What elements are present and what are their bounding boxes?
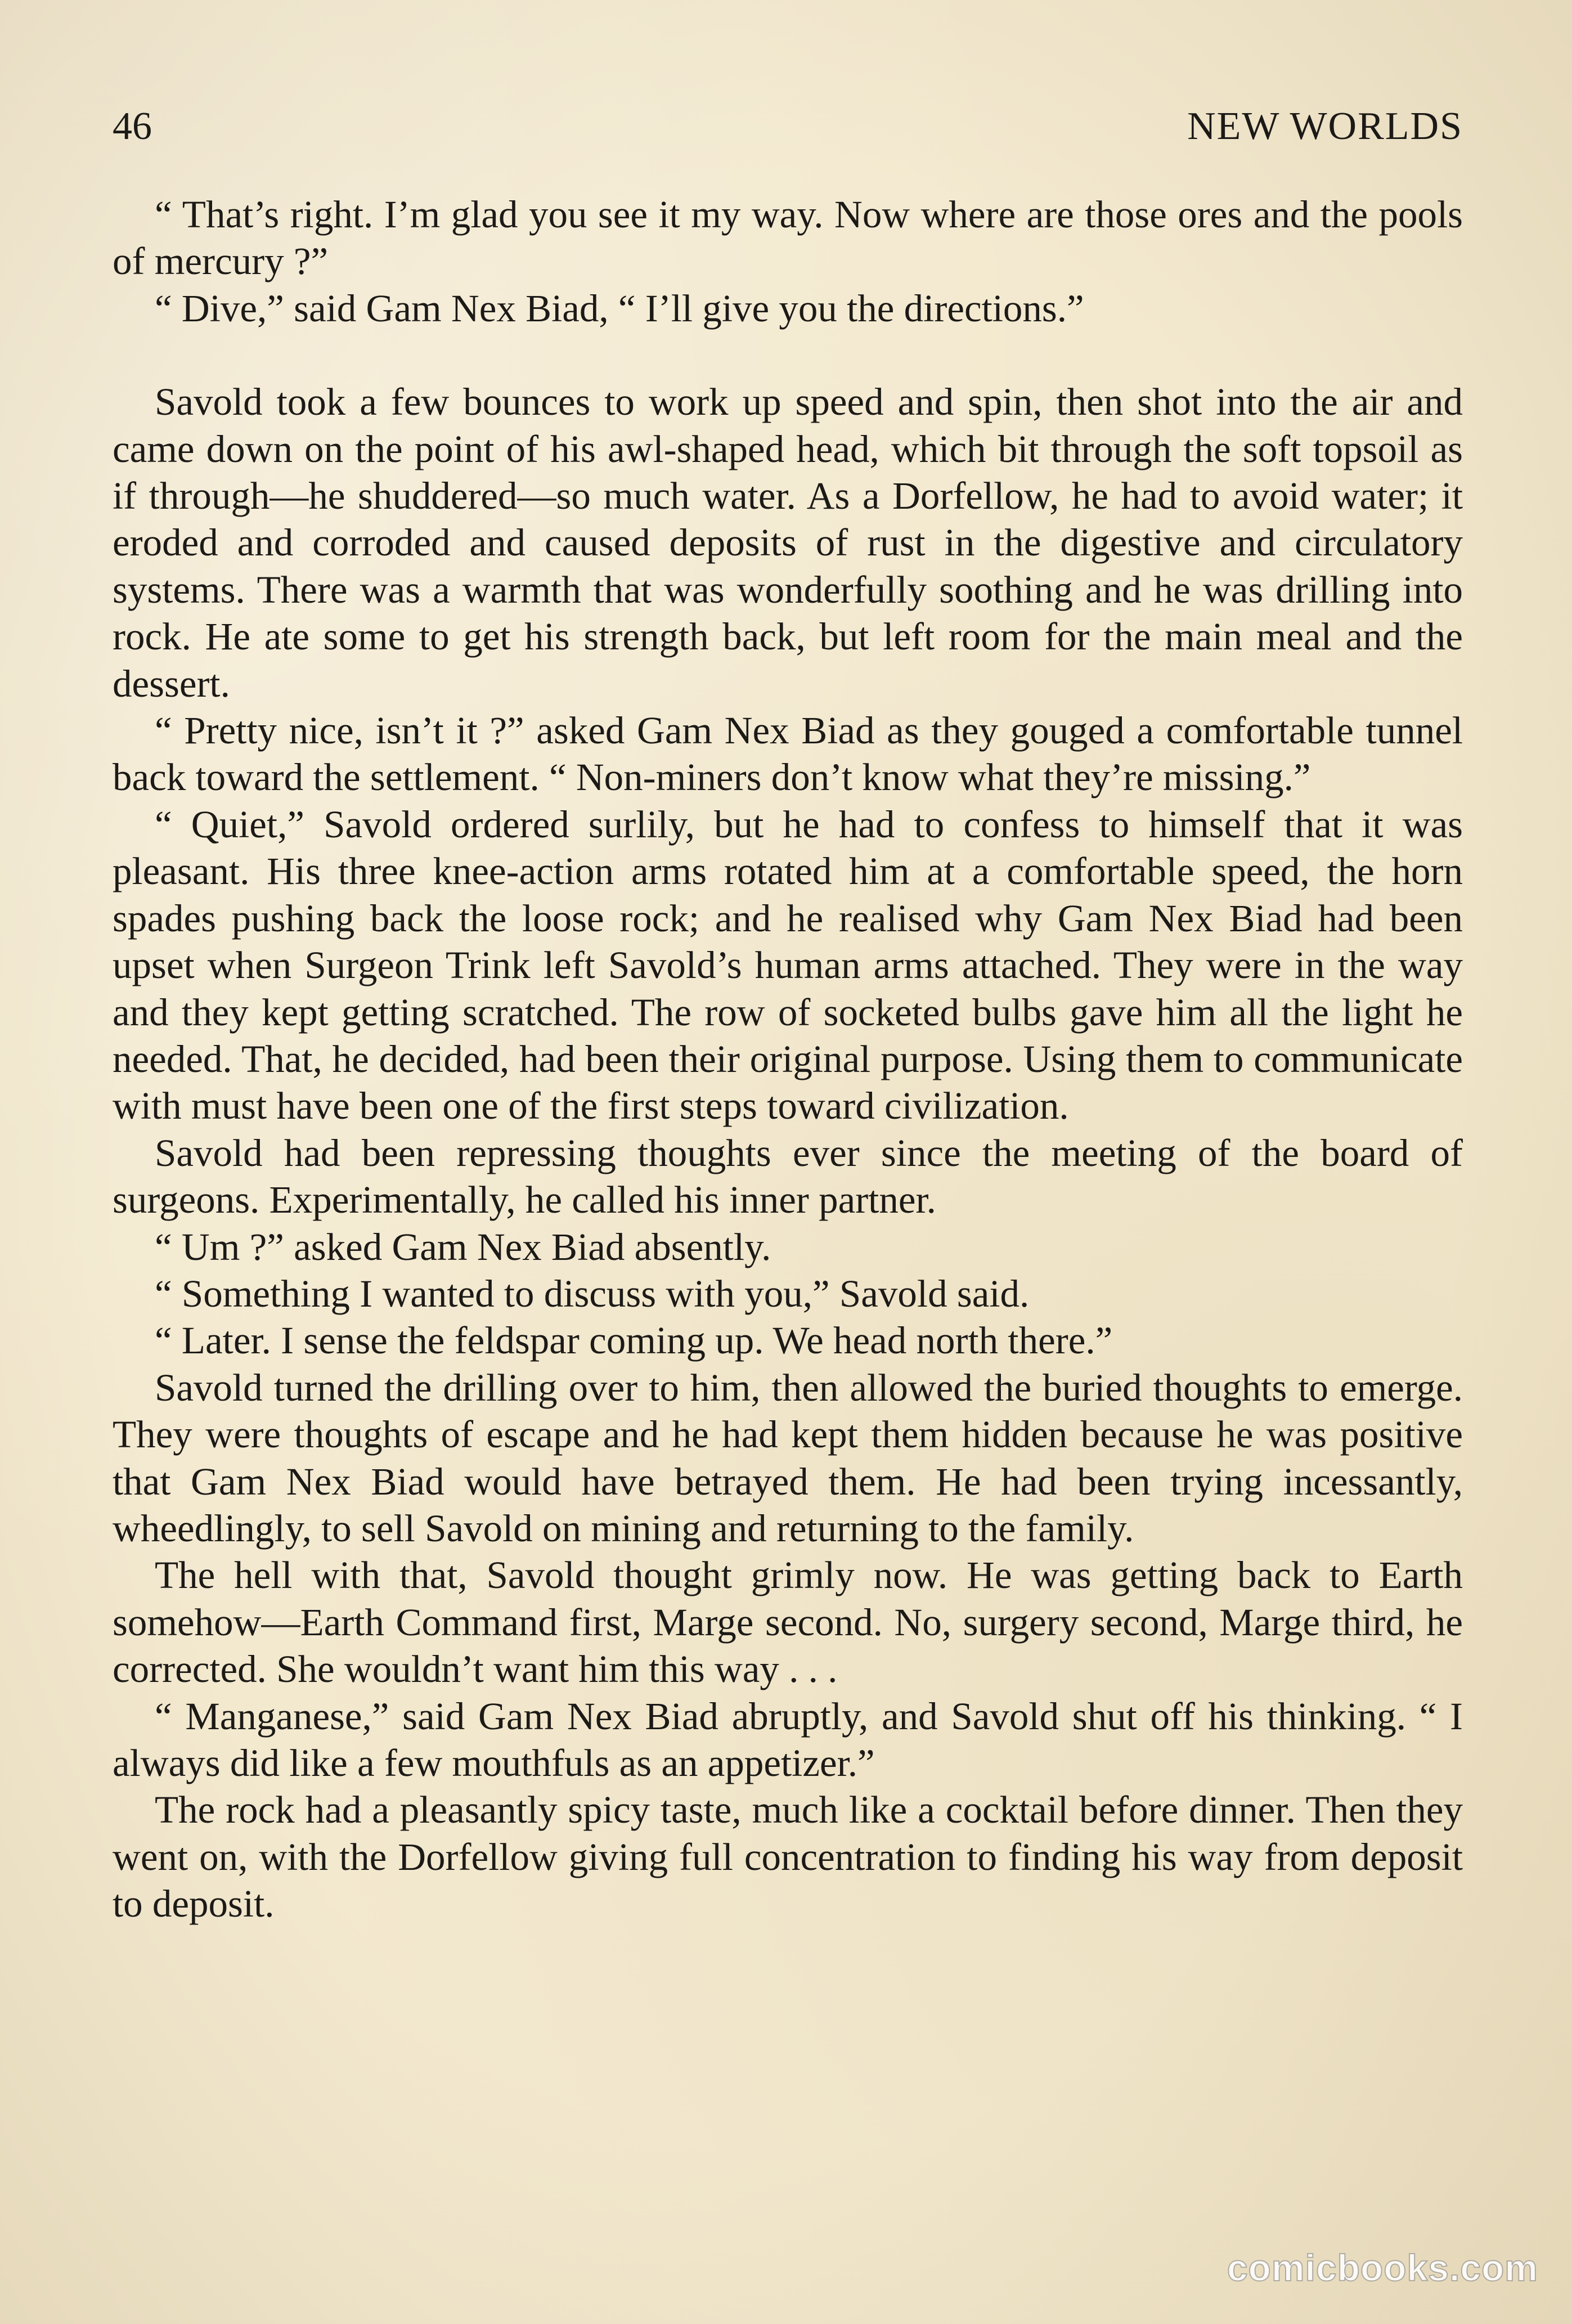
running-title: NEW WORLDS [1187, 105, 1463, 148]
body-text [113, 191, 1463, 1928]
paragraph: Savold took a few bounces to work up speed and spin, then shot into the air and came down on the point of his awl-shaped head, which bit through the soft topsoil as if through—he shuddered—so much water. As a Dorfellow, he had to avoid water; it eroded and corroded and caused deposits of rust in the digestive and circulatory systems. There was a warmth that was wonderfully soothing and he was drilling into rock. He ate some to get his strength back, but left room for the main meal and the dessert. [113, 380, 1463, 705]
watermark: comicbooks.com [1227, 2247, 1538, 2289]
paragraph: “ Um ?” asked Gam Nex Biad absently. [155, 1225, 771, 1268]
paragraph: “ Dive,” said Gam Nex Biad, “ I’ll give you the directions.” [155, 286, 1084, 330]
paragraph: “ Pretty nice, isn’t it ?” asked Gam Nex Biad as they gouged a comfortable tunnel back toward the settlement. “ Non-miners don’t know what they’re missing.” [113, 709, 1463, 799]
book-page [113, 96, 1463, 2234]
page-number: 46 [113, 105, 152, 148]
paragraph: The hell with that, Savold thought grimly now. He was getting back to Earth somehow—Earth Command first, Marge second. No, surgery second, Marge third, he corrected. She wouldn’t want him this way . . . [113, 1554, 1463, 1691]
paragraph: Savold had been repressing thoughts ever since the meeting of the board of surgeons. Experimentally, he called his inner partner. [113, 1131, 1463, 1222]
running-head [113, 96, 1463, 158]
paragraph: “ Something I wanted to discuss with you,” Savold said. [155, 1272, 1030, 1315]
paragraph: “ Quiet,” Savold ordered surlily, but he had to confess to himself that it was pleasant. His three knee-action arms rotated him at a comfortable speed, the horn spades pushing back the loose rock; and he realised why Gam Nex Biad had been upset when Surgeon Trink left Savold’s human arms attached. They were in the way and they kept getting scratched. The row of socketed bulbs gave him all the light he needed. That, he decided, had been their original purpose. Using them to communicate with must have been one of the first steps toward civilization. [113, 802, 1463, 1128]
paragraph: “ Manganese,” said Gam Nex Biad abruptly, and Savold shut off his thinking. “ I always did like a few mouthfuls as an appetizer.” [113, 1694, 1463, 1784]
paragraph: Savold turned the drilling over to him, then allowed the buried thoughts to emerge. They were thoughts of escape and he had kept them hidden because he was positive that Gam Nex Biad would have betrayed them. He had been trying incessantly, wheedlingly, to sell Savold on mining and returning to the family. [113, 1366, 1463, 1550]
paragraph: “ That’s right. I’m glad you see it my way. Now where are those ores and the pools of mercury ?” [113, 193, 1463, 283]
paragraph: “ Later. I sense the feldspar coming up. We head north there.” [155, 1319, 1113, 1362]
paragraph: The rock had a pleasantly spicy taste, much like a cocktail before dinner. Then they went on, with the Dorfellow giving full concentration to finding his way from deposit to deposit. [113, 1788, 1463, 1926]
